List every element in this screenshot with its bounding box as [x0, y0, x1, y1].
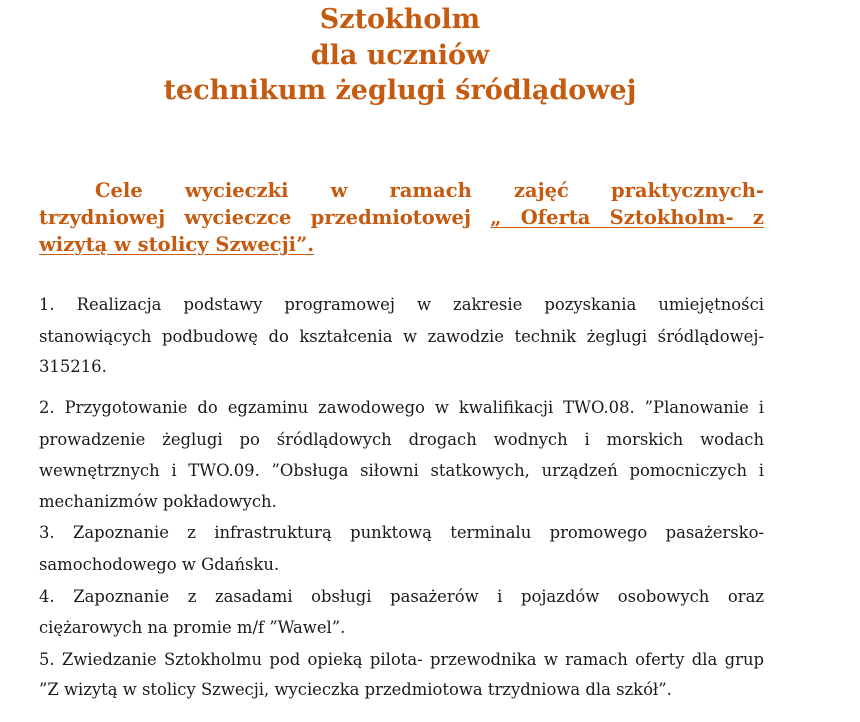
list-item-3-line-2: samochodowego w Gdańsku.: [39, 555, 280, 574]
title-line-2: dla uczniów: [310, 40, 490, 71]
section-heading-line-3: wizytą w stolicy Szwecji”.: [39, 233, 315, 256]
list-item-2-line-1: 2. Przygotowanie do egzaminu zawodowego w kwalifikacji TWO.08. ”Planowanie i: [39, 398, 764, 417]
list-item-4-line-2: ciężarowych na promie m/f ”Wawel”.: [39, 618, 346, 637]
list-item-4-line-1: 4. Zapoznanie z zasadami obsługi pasażerów i pojazdów osobowych oraz: [39, 587, 764, 606]
section-heading-underlined-text: „ Oferta Sztokholm- z: [490, 206, 764, 229]
list-item-1-line-2: stanowiących podbudowę do kształcenia w zawodzie technik żeglugi śródlądowej-: [39, 327, 764, 346]
list-item-2-line-4: mechanizmów pokładowych.: [39, 492, 277, 511]
list-item-5-line-1: 5. Zwiedzanie Sztokholmu pod opieką pilota- przewodnika w ramach oferty dla grup: [39, 650, 764, 669]
list-item-2-line-2: prowadzenie żeglugi po śródlądowych drogach wodnych i morskich wodach: [39, 430, 764, 449]
list-item-3-line-1: 3. Zapoznanie z infrastrukturą punktową terminalu promowego pasażersko-: [39, 523, 764, 542]
list-item-1-line-3: 315216.: [39, 357, 107, 376]
title-line-3: technikum żeglugi śródlądowej: [163, 75, 637, 106]
section-heading-line-1: Cele wycieczki w ramach zajęć praktycznych-: [95, 179, 764, 202]
list-item-5-line-2: ”Z wizytą w stolicy Szwecji, wycieczka przedmiotowa trzydniowa dla szkół”.: [39, 680, 672, 699]
section-heading-line-2: [39, 205, 764, 231]
list-item-2-line-3: wewnętrznych i TWO.09. ”Obsługa siłowni statkowych, urządzeń pomocniczych i: [39, 461, 764, 480]
title-line-1: Sztokholm: [319, 4, 481, 35]
list-item-1-line-1: 1. Realizacja podstawy programowej w zakresie pozyskania umiejętności: [39, 295, 764, 314]
section-heading-text: trzydniowej wycieczce przedmiotowej: [39, 206, 491, 229]
